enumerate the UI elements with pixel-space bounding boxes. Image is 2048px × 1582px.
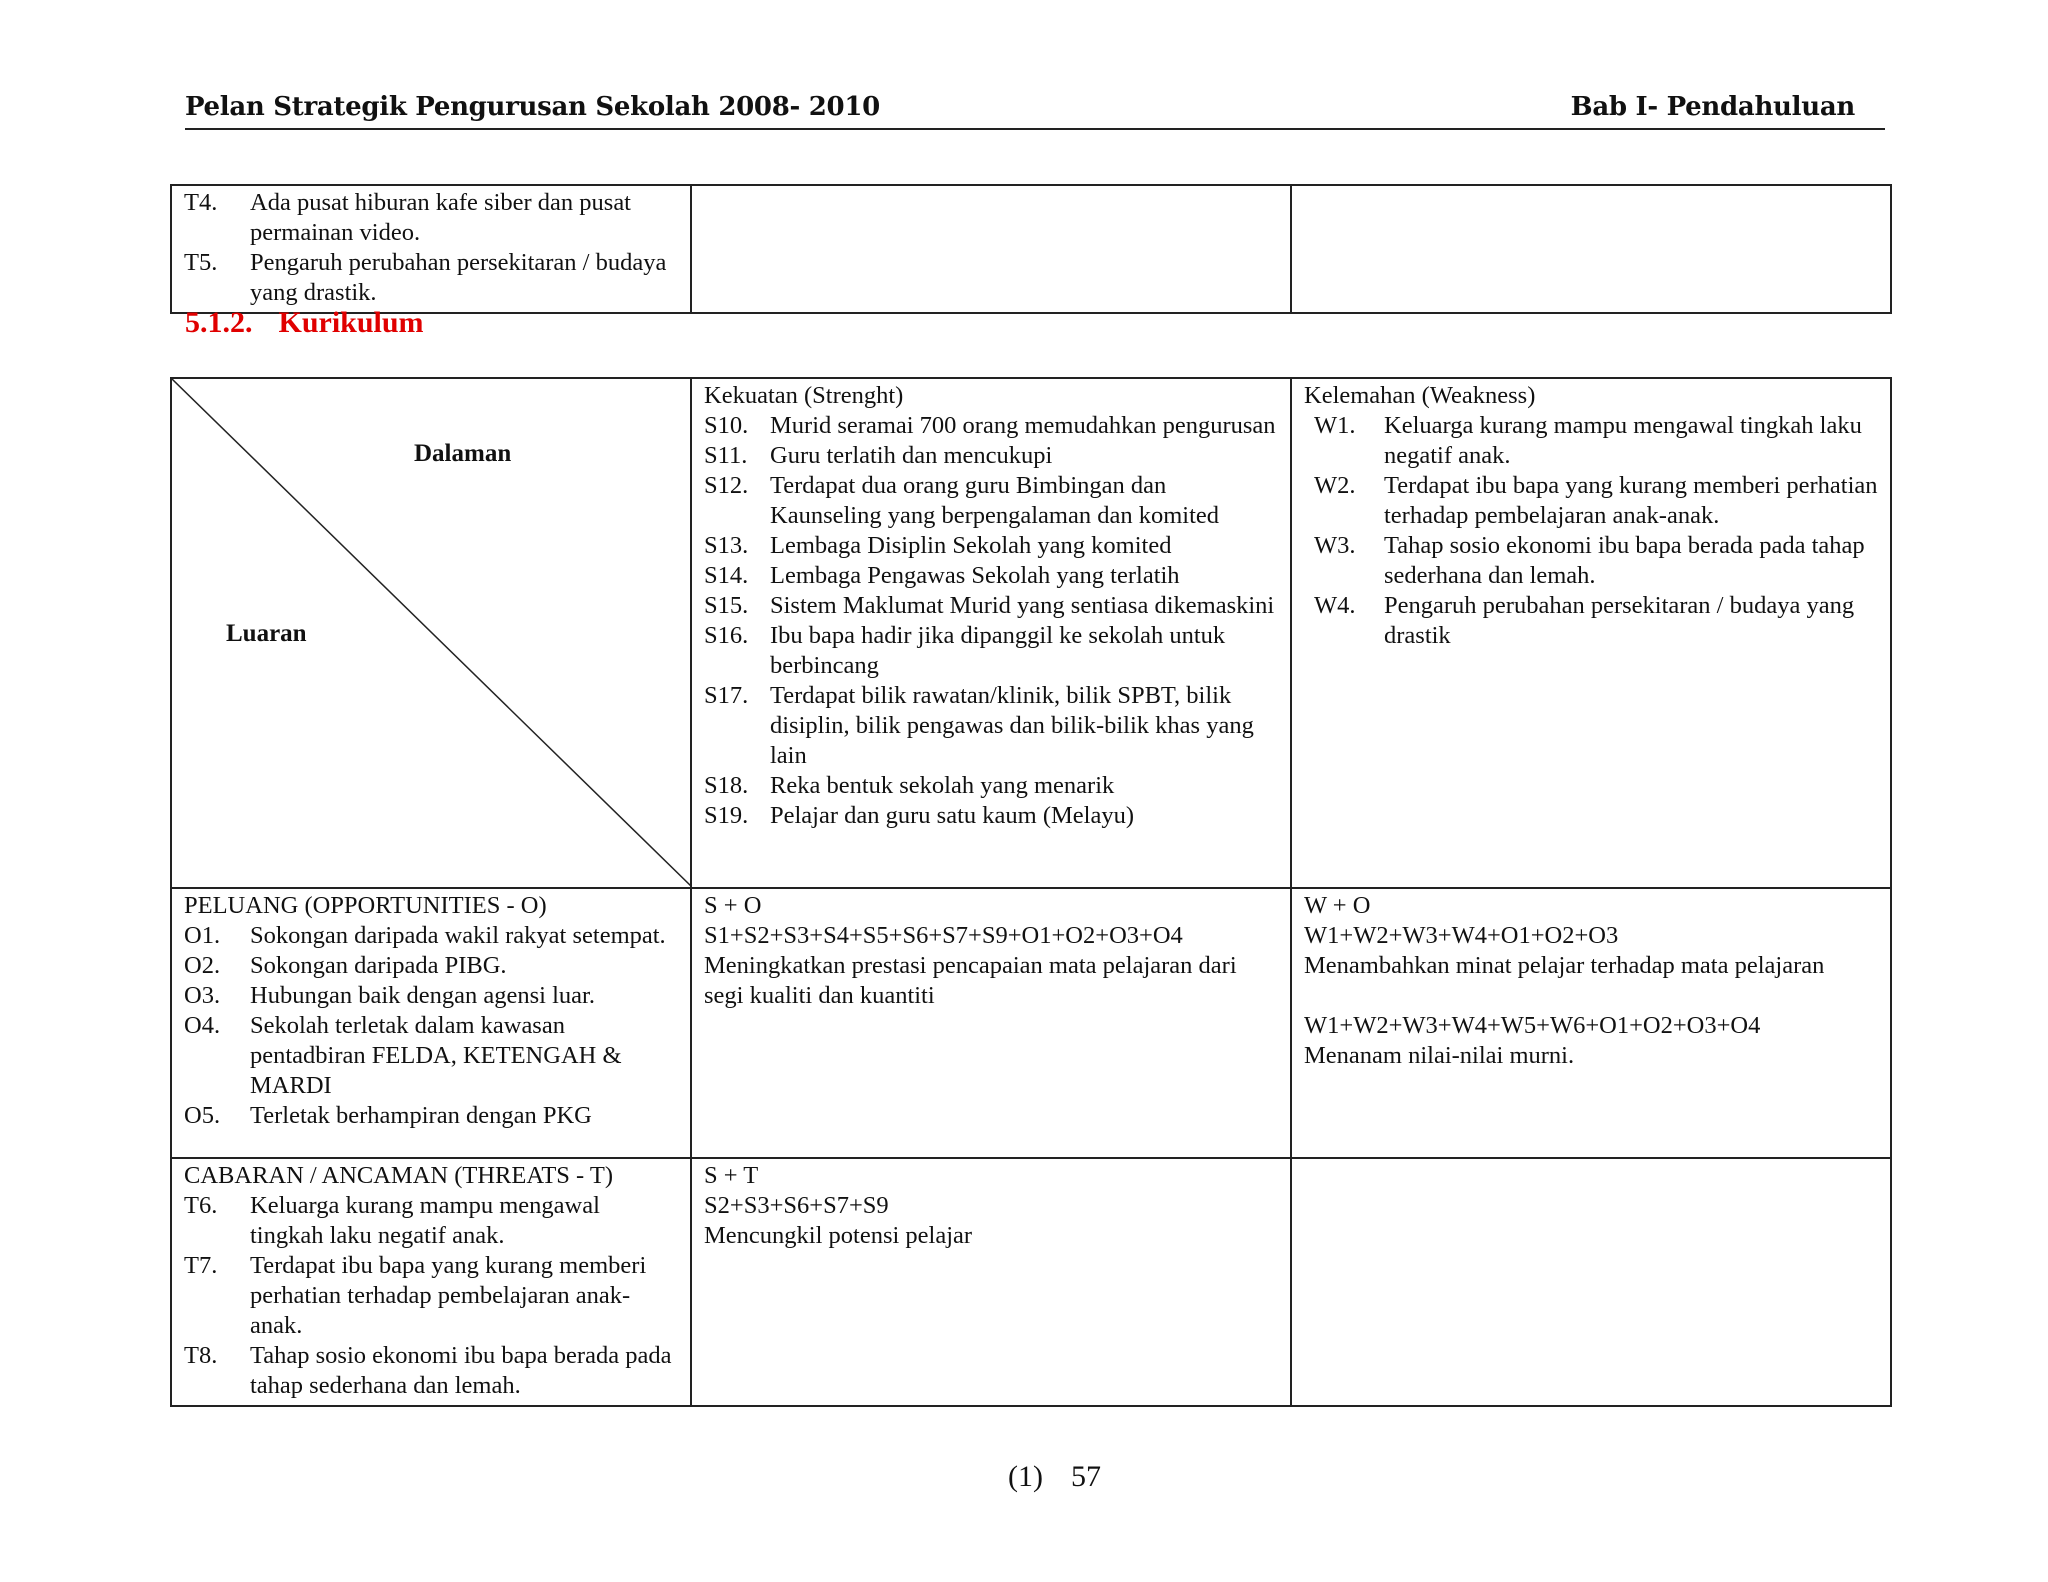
part-number: (1) [1008, 1460, 1043, 1493]
opportunities-cell [171, 888, 691, 1158]
dalaman-label: Dalaman [414, 440, 512, 467]
page-number: 57 [1070, 1460, 1101, 1493]
list-item: O1. Sokongan daripada wakil rakyat setempat. [184, 922, 666, 949]
list-item: S12. Terdapat dua orang guru Bimbingan dan Kaunseling yang berpengalaman dan komited [704, 472, 1220, 529]
empty-cell [1291, 1158, 1891, 1406]
list-item: S11. Guru terlatih dan mencukupi [704, 442, 1053, 469]
threats-cell [171, 1158, 691, 1406]
list-item: S15. Sistem Maklumat Murid yang sentiasa dikemaskini [704, 592, 1275, 619]
so-heading: S + O [704, 892, 762, 919]
threats-continuation-table [170, 184, 1892, 314]
st-formula: S2+S3+S6+S7+S9 [704, 1192, 889, 1219]
list-item: W2. Terdapat ibu bapa yang kurang memberi perhatian terhadap pembelajaran anak-anak. [1314, 472, 1878, 529]
list-item: O3. Hubungan baik dengan agensi luar. [184, 982, 595, 1009]
swot-matrix-table [170, 377, 1892, 1407]
list-item: T5. Pengaruh perubahan persekitaran / budaya yang drastik. [184, 249, 667, 306]
wo-formula: W1+W2+W3+W4+O1+O2+O3 [1304, 922, 1619, 949]
page-footer [1008, 1460, 1129, 1494]
strength-opportunity-cell [691, 888, 1291, 1158]
list-item: S13. Lembaga Disiplin Sekolah yang komited [704, 532, 1172, 559]
list-item: T6. Keluarga kurang mampu mengawal tingkah laku negatif anak. [184, 1192, 600, 1249]
list-item: O5. Terletak berhampiran dengan PKG [184, 1102, 592, 1129]
threats-continued-cell [171, 185, 691, 313]
list-item: W3. Tahap sosio ekonomi ibu bapa berada pada tahap sederhana dan lemah. [1314, 532, 1865, 589]
list-item: S10. Murid seramai 700 orang memudahkan pengurusan [704, 412, 1276, 439]
opportunities-heading: PELUANG (OPPORTUNITIES - O) [184, 892, 547, 919]
document-title: Pelan Strategik Pengurusan Sekolah 2008- 2010 [185, 92, 880, 122]
st-heading: S + T [704, 1162, 759, 1189]
wo-strategy: Menambahkan minat pelajar terhadap mata pelajaran [1304, 952, 1825, 979]
strengths-heading: Kekuatan (Strenght) [704, 382, 904, 409]
list-item: S19. Pelajar dan guru satu kaum (Melayu) [704, 802, 1134, 829]
weakness-opportunity-cell [1291, 888, 1891, 1158]
strength-threat-cell [691, 1158, 1291, 1406]
empty-cell [691, 185, 1291, 313]
threats-heading: CABARAN / ANCAMAN (THREATS - T) [184, 1162, 614, 1189]
list-item: T8. Tahap sosio ekonomi ibu bapa berada pada tahap sederhana dan lemah. [184, 1342, 672, 1399]
list-item: S14. Lembaga Pengawas Sekolah yang terlatih [704, 562, 1180, 589]
wo-heading: W + O [1304, 892, 1371, 919]
list-item: S17. Terdapat bilik rawatan/klinik, bilik SPBT, bilik disiplin, bilik pengawas dan bilik-bilik khas yang lain [704, 682, 1254, 769]
list-item: S18. Reka bentuk sekolah yang menarik [704, 772, 1115, 799]
so-strategy: Meningkatkan prestasi pencapaian mata pelajaran dari segi kualiti dan kuantiti [704, 952, 1237, 1009]
chapter-title: Bab I- Pendahuluan [1570, 92, 1855, 122]
luaran-label: Luaran [226, 620, 307, 647]
list-item: O4. Sekolah terletak dalam kawasan pentadbiran FELDA, KETENGAH & MARDI [184, 1012, 622, 1099]
st-strategy: Mencungkil potensi pelajar [704, 1222, 973, 1249]
so-formula: S1+S2+S3+S4+S5+S6+S7+S9+O1+O2+O3+O4 [704, 922, 1183, 949]
list-item: O2. Sokongan daripada PIBG. [184, 952, 507, 979]
strengths-cell [691, 378, 1291, 888]
list-item: S16. Ibu bapa hadir jika dipanggil ke sekolah untuk berbincang [704, 622, 1226, 679]
section-heading: 5.1.2. Kurikulum [185, 306, 424, 339]
weaknesses-heading: Kelemahan (Weakness) [1304, 382, 1536, 409]
list-item: T4. Ada pusat hiburan kafe siber dan pusat permainan video. [184, 189, 631, 246]
weaknesses-cell [1291, 378, 1891, 888]
diagonal-header-cell [171, 378, 691, 888]
list-item: T7. Terdapat ibu bapa yang kurang memberi perhatian terhadap pembelajaran anak-anak. [184, 1252, 647, 1339]
wo-strategy: Menanam nilai-nilai murni. [1304, 1042, 1575, 1069]
list-item: W4. Pengaruh perubahan persekitaran / budaya yang drastik [1314, 592, 1855, 649]
wo-formula: W1+W2+W3+W4+W5+W6+O1+O2+O3+O4 [1304, 1012, 1761, 1039]
empty-cell [1291, 185, 1891, 313]
list-item: W1. Keluarga kurang mampu mengawal tingkah laku negatif anak. [1314, 412, 1862, 469]
page-header [185, 92, 1885, 130]
spacer [1304, 981, 1878, 1011]
